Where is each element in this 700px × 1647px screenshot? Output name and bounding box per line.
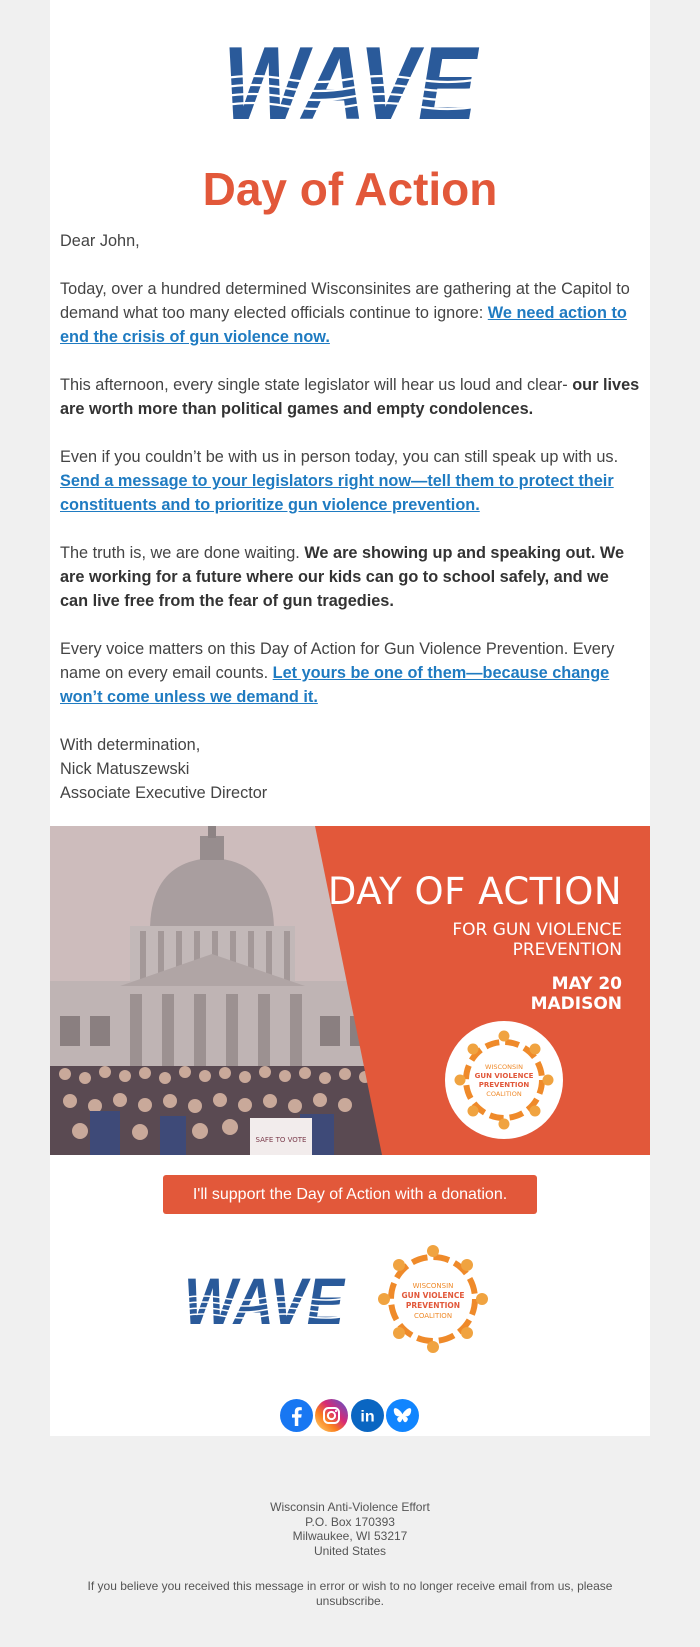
banner-title: DAY OF ACTION bbox=[327, 870, 622, 913]
linkedin-icon[interactable] bbox=[351, 1399, 384, 1432]
message-legislators-link[interactable]: Send a message to your legislators right now—tell them to protect their constituents and to prioritize gun violence prevention. bbox=[60, 472, 614, 514]
day-of-action-banner[interactable] bbox=[50, 826, 650, 1155]
svg-text:PREVENTION: PREVENTION bbox=[478, 1081, 530, 1089]
letter-body bbox=[60, 229, 640, 805]
svg-text:COALITION: COALITION bbox=[486, 1090, 522, 1098]
country: United States bbox=[313, 1543, 387, 1558]
org-name: Wisconsin Anti-Violence Effort bbox=[270, 1500, 430, 1514]
paragraph-4: The truth is, we are done waiting. We are showing up and speaking out. We are working for a future where our kids can go to school safely, and we can live free from the fear of gun tragedies. bbox=[60, 544, 624, 610]
city-line: Milwaukee, WI 53217 bbox=[292, 1529, 408, 1543]
email-card bbox=[50, 0, 650, 1436]
banner-subtitle: FOR GUN VIOLENCE PREVENTION bbox=[452, 920, 622, 960]
page-title: Day of Action bbox=[202, 163, 498, 215]
instagram-icon[interactable] bbox=[315, 1399, 348, 1432]
svg-text:in: in bbox=[360, 1408, 375, 1426]
paragraph-1: Today, over a hundred determined Wisconsinites are gathering at the Capitol to demand what too many elected officials continue to ignore: We need action to end the crisis of gun violence now. bbox=[60, 280, 630, 346]
paragraph-5: Every voice matters on this Day of Action for Gun Violence Prevention. Every name on every email counts. Let yours be one of them—because change won’t come unless we demand it. bbox=[60, 640, 615, 706]
donate-button[interactable]: I'll support the Day of Action with a donation. bbox=[163, 1175, 537, 1214]
svg-text:GUN VIOLENCE: GUN VIOLENCE bbox=[401, 1291, 465, 1300]
greeting: Dear John, bbox=[60, 232, 140, 250]
demand-change-link[interactable]: Let yours be one of them—because change won’t come unless we demand it. bbox=[60, 664, 610, 706]
wave-logo-footer bbox=[182, 1270, 346, 1328]
banner-date-location bbox=[531, 974, 622, 1014]
svg-text:WISCONSIN: WISCONSIN bbox=[412, 1282, 454, 1290]
bluesky-icon[interactable] bbox=[386, 1399, 419, 1432]
svg-text:SAFE TO VOTE: SAFE TO VOTE bbox=[255, 1136, 307, 1144]
wave-logo bbox=[220, 35, 480, 127]
paragraph-3: Even if you couldn’t be with us in person today, you can still speak up with us. Send a message to your legislators right now—tell them to protect their constituents and to prioritize gun violence prevention. bbox=[60, 448, 619, 514]
event-location: MADISON bbox=[530, 994, 622, 1014]
unsubscribe-notice[interactable]: If you believe you received this message in error or wish to no longer receive email from us, please unsubscribe. bbox=[87, 1579, 613, 1608]
po-box: P.O. Box 170393 bbox=[305, 1514, 395, 1529]
svg-text:COALITION: COALITION bbox=[413, 1312, 453, 1320]
svg-text:GUN VIOLENCE: GUN VIOLENCE bbox=[474, 1072, 534, 1080]
facebook-icon[interactable] bbox=[280, 1399, 313, 1432]
coalition-seal bbox=[445, 1021, 563, 1139]
signer-name: Nick Matuszewski bbox=[60, 760, 190, 778]
coalition-seal-footer bbox=[370, 1244, 496, 1354]
action-link[interactable]: We need action to end the crisis of gun violence now. bbox=[60, 304, 627, 346]
svg-text:PREVENTION: PREVENTION bbox=[405, 1301, 461, 1310]
event-date: MAY 20 bbox=[551, 974, 622, 994]
paragraph-2: This afternoon, every single state legislator will hear us loud and clear- our lives are worth more than political games and empty condolences. bbox=[60, 376, 640, 418]
svg-text:WISCONSIN: WISCONSIN bbox=[485, 1063, 523, 1071]
signature bbox=[60, 733, 640, 805]
footer-address bbox=[80, 1500, 620, 1558]
signer-title: Associate Executive Director bbox=[60, 784, 268, 802]
closing: With determination, bbox=[60, 736, 201, 754]
